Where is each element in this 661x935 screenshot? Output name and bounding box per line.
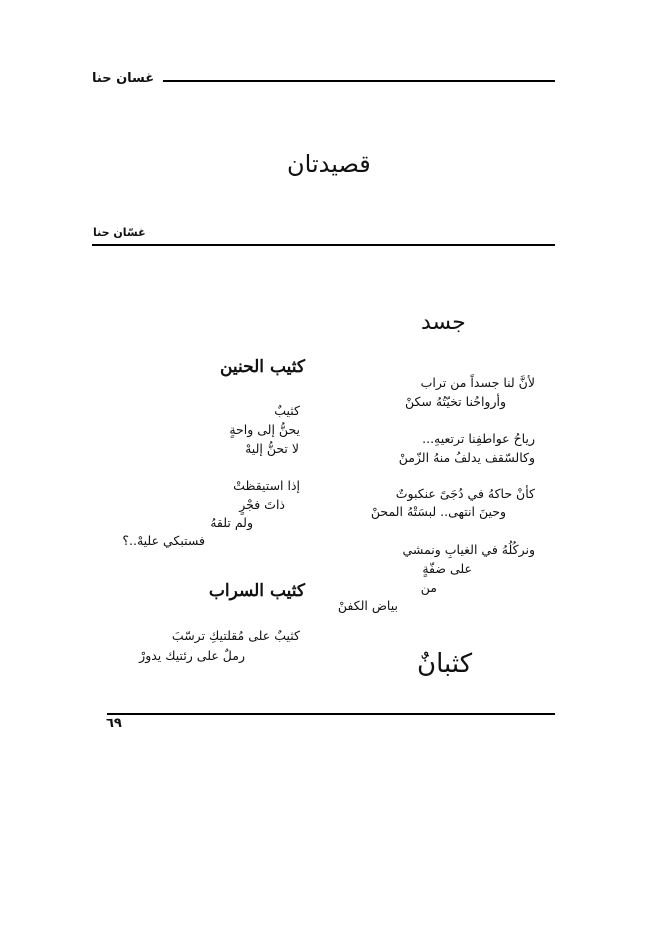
poem1-line: ونركُلُهُ في الغيابِ ونمشي (402, 542, 535, 557)
poem1-line: وأرواحُنا تخيّتُهُ سكنْ (405, 394, 506, 409)
poem2-line: يحنُّ إلى واحةٍ (229, 422, 300, 437)
poem2-line: كثيبٌ (274, 403, 300, 418)
running-header-author: غسان حنا (92, 71, 155, 86)
title-rule (92, 244, 555, 246)
poem1-line: على ضفّةٍ (422, 561, 472, 576)
poem2-line: لا تحنُّ إليهْ (245, 441, 299, 456)
poem1-line: بياض الكفنْ (337, 598, 398, 613)
poem2-line: رملٌ على رئتيك يدورْ (139, 648, 245, 663)
page-title: قصيدتان (287, 150, 371, 178)
poem1-line: لأنَّ لنا جسداً من تراب (420, 375, 535, 390)
poem1-line: وكالسّقف يدلفُ منهُ الزّمنْ (398, 450, 535, 465)
poem1-line: من (420, 580, 437, 595)
page-number: ٦٩ (106, 716, 122, 731)
section-title-mirage: كثيب السراب (208, 581, 305, 601)
poem2-title: كثبانٌ (417, 649, 473, 679)
poem2-line: فستبكي عليهْ..؟ (122, 533, 205, 548)
poem2-line: إذا استيقظتْ (233, 478, 300, 493)
footer-rule (107, 713, 555, 715)
byline-author: غسّان حنا (93, 226, 146, 239)
poem1-line: وحينَ انتهى.. لبسَتْهُ المحنْ (370, 504, 506, 519)
poem2-line: ولم تلقهُ (210, 515, 253, 530)
poem2-line: ذاتَ فجْرٍ (239, 497, 285, 512)
poem1-line: رياحُ عواطفِنا ترتعيهِ... (422, 431, 535, 446)
section-title-nostalgia: كثيب الحنين (219, 357, 305, 377)
poem1-line: كأنْ حاكهُ في دُجَىً عنكبوتٌ (395, 486, 535, 501)
header-rule (163, 80, 555, 82)
poem2-line: كثيبٌ على مُقلتيكِ ترسّبَ (171, 628, 300, 643)
poem1-title: جسد (421, 310, 466, 335)
